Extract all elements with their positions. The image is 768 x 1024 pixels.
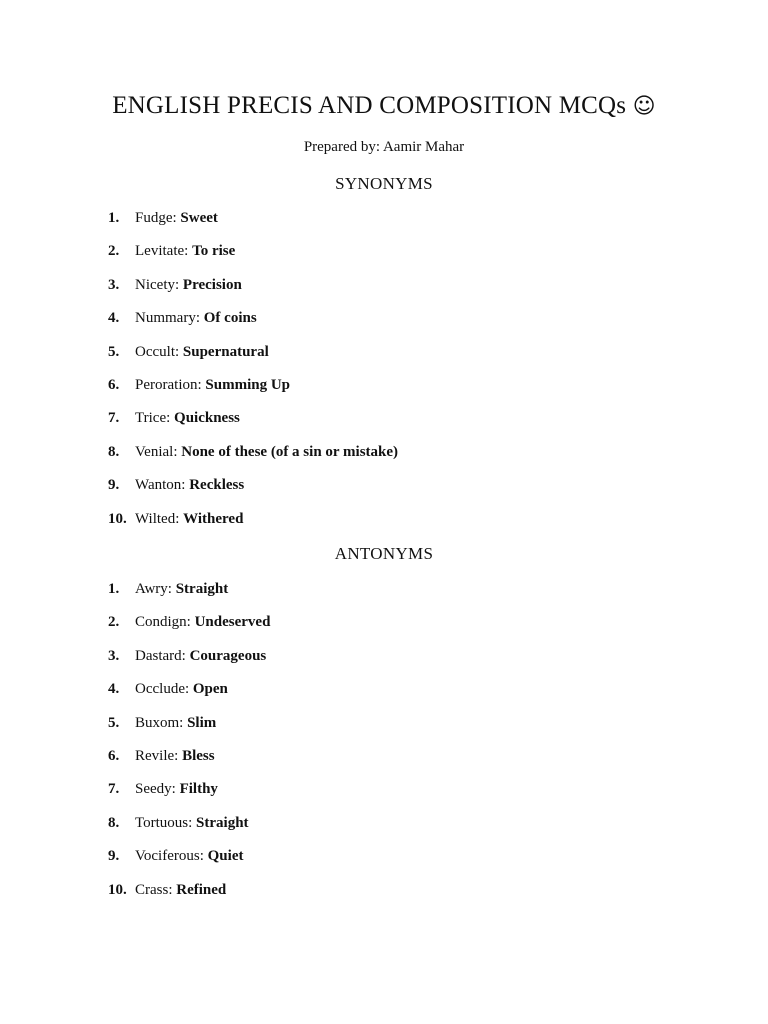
item-term: Nicety: bbox=[135, 276, 180, 293]
item-term: Condign: bbox=[135, 614, 191, 631]
page-title bbox=[0, 92, 768, 120]
byline: Prepared by: Aamir Mahar bbox=[303, 139, 465, 155]
item-term: Venial: bbox=[135, 443, 178, 460]
item-answer: Filthy bbox=[179, 781, 218, 798]
item-term: Nummary: bbox=[135, 310, 200, 327]
item-term: Occult: bbox=[135, 343, 180, 360]
item-number: 2. bbox=[108, 614, 120, 631]
item-term: Vociferous: bbox=[135, 848, 204, 865]
item-number: 9. bbox=[108, 848, 120, 865]
item-answer: None of these (of a sin or mistake) bbox=[181, 443, 399, 460]
list-item bbox=[108, 882, 270, 915]
item-answer: Refined bbox=[176, 881, 227, 898]
item-number: 10. bbox=[108, 881, 127, 898]
item-answer: Bless bbox=[182, 747, 215, 764]
item-answer: Quiet bbox=[207, 848, 244, 865]
item-number: 6. bbox=[108, 376, 120, 393]
list-item bbox=[108, 815, 270, 848]
list-item bbox=[108, 210, 398, 243]
item-answer: Undeserved bbox=[194, 614, 271, 631]
item-term: Awry: bbox=[135, 581, 172, 597]
item-term: Revile: bbox=[135, 747, 179, 764]
item-answer: Quickness bbox=[174, 410, 240, 427]
list-item bbox=[108, 614, 270, 647]
item-number: 2. bbox=[108, 243, 120, 260]
item-number: 1. bbox=[108, 581, 120, 597]
list-item bbox=[108, 581, 270, 614]
item-term: Wilted: bbox=[135, 510, 180, 527]
item-number: 4. bbox=[108, 681, 120, 698]
item-answer: To rise bbox=[192, 243, 236, 260]
smiley-emoji: ☺ bbox=[632, 94, 656, 119]
item-number: 5. bbox=[108, 714, 120, 731]
list-item bbox=[108, 277, 398, 310]
item-answer: Precision bbox=[182, 276, 242, 293]
list-item bbox=[108, 344, 398, 377]
item-answer: Slim bbox=[187, 714, 217, 731]
item-answer: Summing Up bbox=[205, 376, 291, 393]
item-number: 3. bbox=[108, 276, 120, 293]
item-term: Levitate: bbox=[135, 243, 189, 260]
list-item bbox=[108, 410, 398, 443]
title-text: ENGLISH PRECIS AND COMPOSITION MCQs bbox=[112, 92, 627, 119]
item-number: 8. bbox=[108, 443, 120, 460]
synonyms-heading: SYNONYMS bbox=[335, 174, 433, 193]
item-number: 1. bbox=[108, 210, 120, 226]
item-number: 8. bbox=[108, 814, 120, 831]
item-number: 5. bbox=[108, 343, 120, 360]
list-item bbox=[108, 243, 398, 276]
item-answer: Withered bbox=[183, 510, 244, 527]
item-number: 9. bbox=[108, 477, 120, 494]
synonyms-list bbox=[108, 210, 398, 544]
item-term: Buxom: bbox=[135, 714, 184, 731]
item-term: Seedy: bbox=[135, 781, 176, 798]
item-answer: Of coins bbox=[203, 310, 257, 327]
item-answer: Straight bbox=[175, 581, 229, 597]
antonyms-heading: ANTONYMS bbox=[334, 544, 434, 563]
item-term: Fudge: bbox=[135, 210, 177, 226]
item-number: 7. bbox=[108, 410, 120, 427]
item-answer: Open bbox=[192, 681, 228, 698]
item-answer: Sweet bbox=[180, 210, 218, 226]
item-term: Trice: bbox=[135, 410, 171, 427]
list-item bbox=[108, 748, 270, 781]
item-number: 4. bbox=[108, 310, 120, 327]
list-item bbox=[108, 310, 398, 343]
item-term: Occlude: bbox=[135, 681, 190, 698]
list-item bbox=[108, 848, 270, 881]
list-item bbox=[108, 681, 270, 714]
antonyms-list bbox=[108, 581, 270, 915]
list-item bbox=[108, 477, 398, 510]
item-term: Peroration: bbox=[135, 376, 202, 393]
list-item bbox=[108, 511, 398, 544]
list-item bbox=[108, 444, 398, 477]
item-answer: Courageous bbox=[189, 647, 267, 664]
item-answer: Straight bbox=[196, 814, 249, 831]
item-term: Crass: bbox=[135, 881, 173, 898]
item-number: 6. bbox=[108, 747, 120, 764]
item-term: Wanton: bbox=[135, 477, 186, 494]
item-answer: Reckless bbox=[189, 477, 245, 494]
list-item bbox=[108, 377, 398, 410]
item-term: Tortuous: bbox=[135, 814, 193, 831]
item-number: 10. bbox=[108, 510, 127, 527]
list-item bbox=[108, 715, 270, 748]
item-term: Dastard: bbox=[135, 647, 186, 664]
item-number: 3. bbox=[108, 647, 120, 664]
list-item bbox=[108, 648, 270, 681]
item-number: 7. bbox=[108, 781, 120, 798]
list-item bbox=[108, 781, 270, 814]
item-answer: Supernatural bbox=[182, 343, 269, 360]
